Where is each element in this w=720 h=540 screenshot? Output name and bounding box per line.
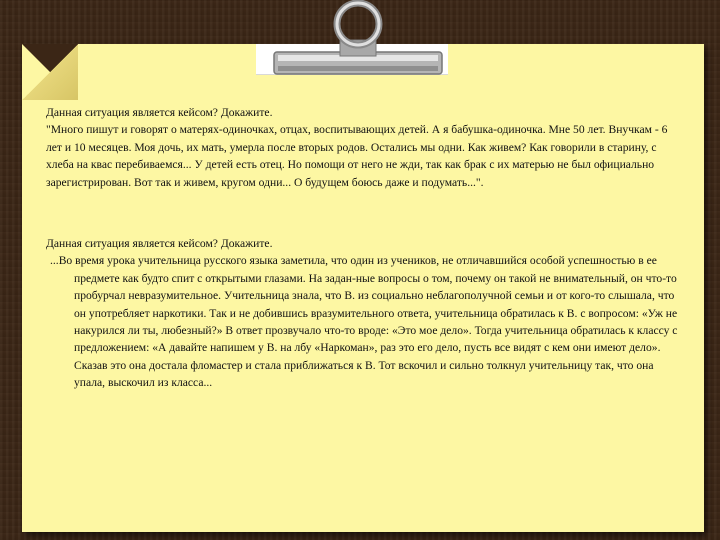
document-text [46,104,686,392]
case2-body: ...Во время урока учительница русского языка заметила, что один из учеников, не отличавшийся особой успешностью в ее предмете как будто спит с открытыми глазами. На задан-ные вопросы о том, почему он такой не внимательный, он что-то пробурчал невразумительное. Учительница знала, что В. из социально неблагополучной семьи и от кого-то слышала, что он употребляет наркотики. Так и не добившись вразумительного ответа, учительница обратилась к В. с вопросом: «Уж не накурился ли ты, любезный?» В ответ прозвучало что-то вроде: «Это мое дело». Тогда учительница обратилась к классу с предложением: «А давайте напишем у В. на лбу «Наркоман», раз это его дело, пусть все видят с кем они имеют дело». Сказав это она достала фломастер и стала приближаться к В. Тот вскочил и сильно толкнул учительницу так, что она упала, выскочил из класса... [50,254,678,390]
case1-heading: Данная ситуация является кейсом? Докажите. [46,106,273,119]
case2-heading: Данная ситуация является кейсом? Докажите. [46,237,273,251]
case1-body: "Много пишут и говорят о матерях-одиночках, отцах, воспитывающих детей. А я бабушка-одиночка. Мне 50 лет. Внучкам - 6 лет и 10 месяцев. Моя дочь, их мать, умерла после вторых родов. Остались мы одни. Как живем? Как говорили в старину, с хлеба на квас перебиваемся... У детей есть отец. Но помощи от него не жди, так как брак с их матерью не был официально зарегистрирован. Вот так и живем, кругом одни... О будущем боюсь даже и подумать...". [46,123,668,189]
paper-clip-icon [268,0,448,80]
